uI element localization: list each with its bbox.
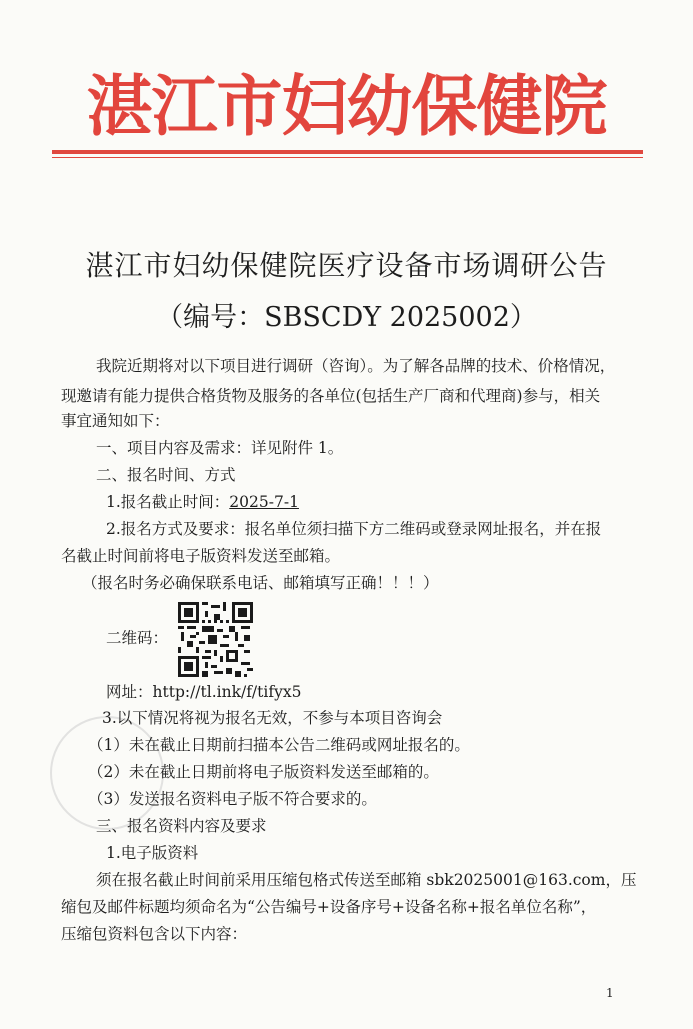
section-3-heading: 三、报名资料内容及要求 [96,817,267,835]
notice-number: （编号：SBSCDY 2025002） [156,302,537,333]
subsection-electronic-materials: 1.电子版资料 [106,844,199,862]
invalid-conditions-heading: 3.以下情况将视为报名无效，不参与本项目咨询会 [102,709,443,727]
masthead-thick-rule [52,150,643,154]
method-line-1: 2.报名方式及要求：报名单位须扫描下方二维码或登录网址报名，并在报 [106,520,602,538]
requirement-line-3: 压缩包资料包含以下内容： [61,925,248,943]
intro-line-2: 现邀请有能力提供合格货物及服务的各单位(包括生产厂商和代理商)参与，相关 [61,387,601,405]
notice-title: 湛江市妇幼保健院医疗设备市场调研公告 [85,249,608,282]
masthead-thin-rule [52,157,643,158]
invalid-condition-3: （3）发送报名资料电子版不符合要求的。 [88,790,377,808]
requirement-line-2: 缩包及邮件标题均须命名为“公告编号+设备序号+设备名称+报名单位名称”， [61,898,597,916]
masthead-org-name: 湛江市妇幼保健院 [86,67,607,145]
registration-url[interactable]: 网址：http://tl.ink/f/tifyx5 [106,683,302,701]
intro-line-3: 事宜通知如下： [61,412,170,430]
deadline-label: 1.报名截止时间： [106,493,230,511]
method-line-2: 名截止时间前将电子版资料发送至邮箱。 [61,547,341,565]
deadline-item [106,491,299,513]
qr-label: 二维码： [106,629,169,647]
invalid-condition-2: （2）未在截止日期前将电子版资料发送至邮箱的。 [88,763,439,781]
page-number: 1 [606,986,614,1000]
deadline-date: 2025-7-1 [229,493,299,511]
invalid-condition-1: （1）未在截止日期前扫描本公告二维码或网址报名的。 [88,736,470,754]
qr-code-image[interactable] [178,602,253,677]
requirement-line-1: 须在报名截止时间前采用压缩包格式传送至邮箱 sbk2025001@163.com，压 [96,871,637,889]
intro-line-1: 我院近期将对以下项目进行调研（咨询）。为了解各品牌的技术、价格情况， [96,357,616,375]
important-note: （报名时务必确保联系电话、邮箱填写正确！！！） [82,574,439,592]
section-1-heading: 一、项目内容及需求：详见附件 1。 [96,439,344,457]
section-2-heading: 二、报名时间、方式 [96,466,236,484]
